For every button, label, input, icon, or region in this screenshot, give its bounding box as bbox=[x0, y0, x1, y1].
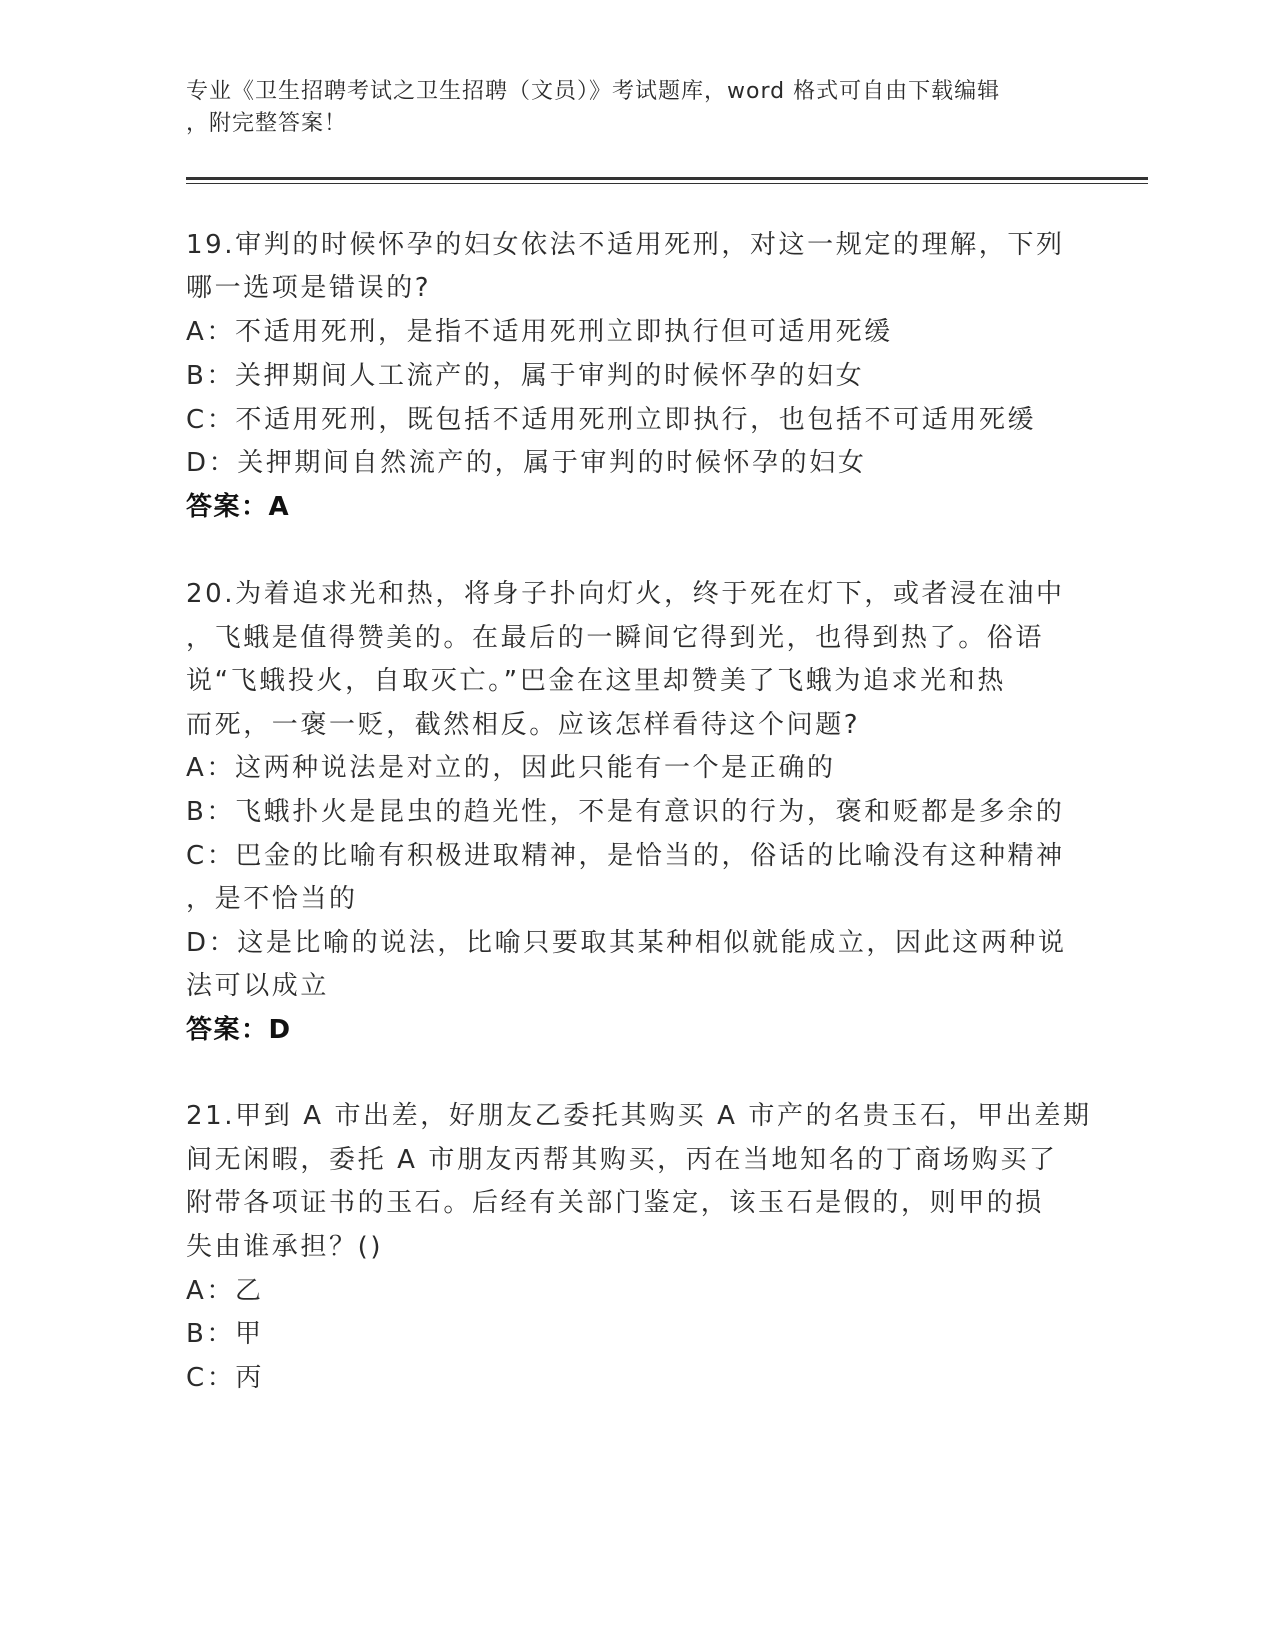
question-21-option-a: A：乙 bbox=[186, 1276, 264, 1306]
question-21-option-c: C：丙 bbox=[186, 1363, 264, 1393]
question-20-option-c-line-2: ，是不恰当的 bbox=[186, 884, 358, 914]
question-19-option-c: C：不适用死刑，既包括不适用死刑立即执行，也包括不可适用死缓 bbox=[186, 405, 1037, 435]
document-header bbox=[186, 76, 1066, 140]
question-19-option-d: D：关押期间自然流产的，属于审判的时候怀孕的妇女 bbox=[186, 448, 867, 478]
header-line-2: ，附完整答案！ bbox=[186, 111, 348, 136]
question-20-stem-line-1: 20.为着追求光和热，将身子扑向灯火，终于死在灯下，或者浸在油中 bbox=[186, 579, 1065, 609]
question-20-answer: 答案：D bbox=[186, 1015, 292, 1045]
question-20-stem-line-4: 而死，一褒一贬，截然相反。应该怎样看待这个问题? bbox=[186, 710, 861, 740]
question-20-stem-line-2: ，飞蛾是值得赞美的。在最后的一瞬间它得到光，也得到热了。俗语 bbox=[186, 623, 1045, 653]
question-19-answer: 答案：A bbox=[186, 492, 291, 522]
header-line-1: 专业《卫生招聘考试之卫生招聘（文员）》考试题库，word 格式可自由下载编辑 bbox=[186, 79, 1001, 104]
question-20-stem-line-3: 说“飞蛾投火，自取灭亡。”巴金在这里却赞美了飞蛾为追求光和热 bbox=[186, 666, 1006, 696]
question-21-stem-line-3: 附带各项证书的玉石。后经有关部门鉴定，该玉石是假的，则甲的损 bbox=[186, 1188, 1045, 1218]
question-21-stem-line-4: 失由谁承担？() bbox=[186, 1232, 384, 1262]
question-21-stem-line-1: 21.甲到 A 市出差，好朋友乙委托其购买 A 市产的名贵玉石，甲出差期 bbox=[186, 1101, 1092, 1131]
question-19-stem-line-1: 19.审判的时候怀孕的妇女依法不适用死刑，对这一规定的理解，下列 bbox=[186, 230, 1065, 260]
question-20-option-d-line-2: 法可以成立 bbox=[186, 971, 330, 1001]
question-20-option-d-line-1: D：这是比喻的说法，比喻只要取其某种相似就能成立，因此这两种说 bbox=[186, 928, 1067, 958]
question-21-stem-line-2: 间无闲暇，委托 A 市朋友丙帮其购买，丙在当地知名的丁商场购买了 bbox=[186, 1145, 1058, 1175]
question-20-option-c-line-1: C：巴金的比喻有积极进取精神，是恰当的，俗话的比喻没有这种精神 bbox=[186, 841, 1065, 871]
question-20-option-a: A：这两种说法是对立的，因此只能有一个是正确的 bbox=[186, 753, 836, 783]
question-20-option-b: B：飞蛾扑火是昆虫的趋光性，不是有意识的行为，褒和贬都是多余的 bbox=[186, 797, 1065, 827]
question-21-option-b: B：甲 bbox=[186, 1319, 264, 1349]
question-19-option-a: A：不适用死刑，是指不适用死刑立即执行但可适用死缓 bbox=[186, 317, 893, 347]
header-divider-thick bbox=[186, 177, 1148, 180]
question-19-option-b: B：关押期间人工流产的，属于审判的时候怀孕的妇女 bbox=[186, 361, 865, 391]
question-19-stem-line-2: 哪一选项是错误的? bbox=[186, 273, 432, 303]
header-divider-thin bbox=[186, 183, 1148, 184]
